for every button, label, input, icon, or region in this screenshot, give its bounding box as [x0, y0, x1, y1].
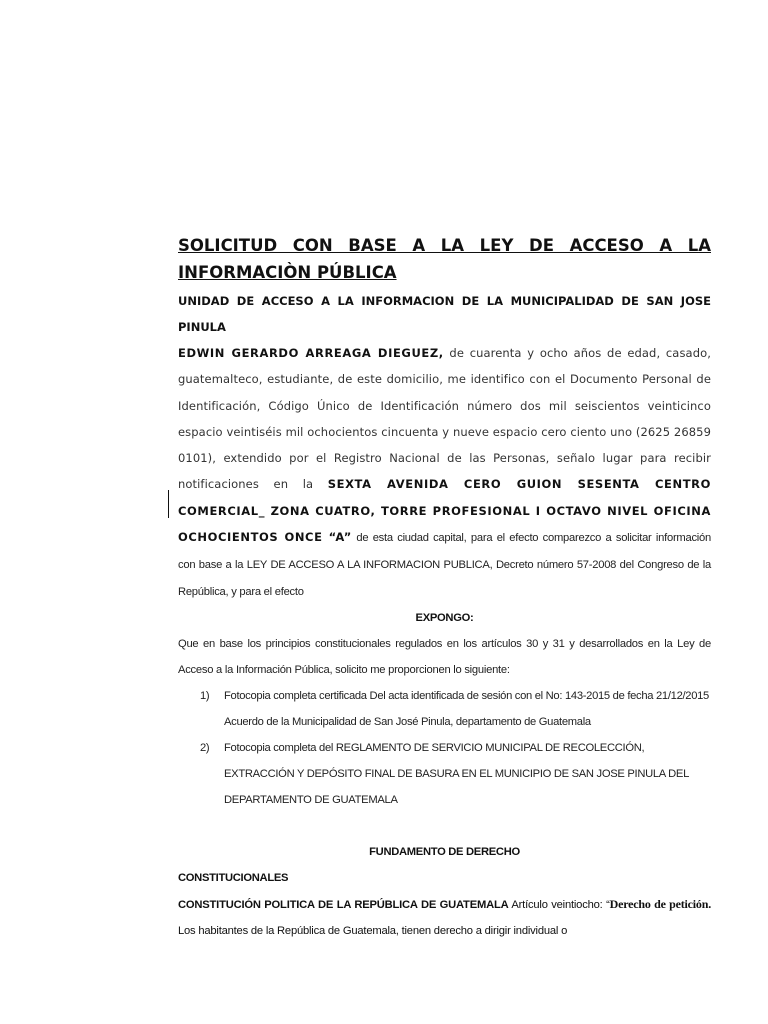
- intro-text-2: de esta ciudad capital, para el efecto comparezco a solicitar información con base a la LEY DE ACCESO A LA INFORMACION PUBLICA, Decreto número 57-2008 del Congreso de la República, y para el efecto: [178, 532, 711, 599]
- list-item-number: 2): [200, 742, 210, 755]
- body-paragraph: Que en base los principios constitucionales regulados en los artículos 30 y 31 y desarrollados en la Ley de Acceso a la Información Pública, solicito me proporcionen lo siguiente:: [178, 638, 711, 677]
- constitucionales-heading: CONSTITUCIONALES: [178, 872, 289, 885]
- document-title: [178, 232, 711, 286]
- notification-address: SEXTA AVENIDA CERO GUION SESENTA CENTRO COMERCIAL_ ZONA CUATRO, TORRE PROFESIONAL I OCTAVO NIVEL OFICINA OCHOCIENTOS ONCE “A”: [178, 477, 711, 545]
- text-cursor: [168, 490, 169, 518]
- request-list: [178, 683, 711, 813]
- title-line-2: INFORMACIÒN PÚBLICA: [178, 263, 397, 282]
- intro-paragraph: [178, 340, 711, 605]
- list-item: [178, 683, 711, 735]
- constitucion-paragraph: [178, 891, 711, 944]
- intro-text-1: de cuarenta y ocho años de edad, casado, guatemalteco, estudiante, de este domicilio, me identifico con el Documento Personal de Identificación, Código Único de Identificación número dos mil seiscientos veinticinco espacio veintiséis mil ochocientos cincuenta y nueve espacio cero ciento uno (2625 26859 0101), extendido por el Registro Nacional de las Personas, señalo lugar para recibir notificaciones en la: [178, 346, 711, 492]
- derecho-peticion: Derecho de petición.: [609, 897, 711, 912]
- constitucion-name: CONSTITUCIÓN POLITICA DE LA REPÚBLICA DE GUATEMALA: [178, 899, 509, 912]
- recipient-unit: [178, 288, 711, 340]
- document-page: [178, 232, 711, 944]
- title-line-1: SOLICITUD CON BASE A LA LEY DE ACCESO A LA: [178, 236, 711, 255]
- list-item: [178, 735, 711, 813]
- fundamento-heading: FUNDAMENTO DE DERECHO: [369, 846, 520, 859]
- list-item-number: 1): [200, 690, 210, 703]
- constitucion-text-1: Artículo veintiocho: “: [508, 899, 610, 912]
- spacer: [178, 813, 711, 839]
- expongo-heading: EXPONGO:: [415, 612, 474, 625]
- list-item-text: Fotocopia completa certificada Del acta identificada de sesión con el No: 143-2015 de fecha 21/12/2015 Acuerdo de la Municipalidad de San José Pinula, departamento de Guatemala: [224, 690, 709, 729]
- unit-line-2: PINULA: [178, 320, 226, 334]
- constitucion-text-2: Los habitantes de la República de Guatemala, tienen derecho a dirigir individual o: [178, 925, 568, 938]
- list-item-text: Fotocopia completa del REGLAMENTO DE SERVICIO MUNICIPAL DE RECOLECCIÓN, EXTRACCIÓN Y DEPÓSITO FINAL DE BASURA EN EL MUNICIPIO DE SAN JOSE PINULA DEL DEPARTAMENTO DE GUATEMALA: [224, 742, 689, 807]
- unit-line-1: UNIDAD DE ACCESO A LA INFORMACION DE LA MUNICIPALIDAD DE SAN JOSE: [178, 294, 711, 308]
- requester-name: EDWIN GERARDO ARREAGA DIEGUEZ,: [178, 346, 444, 360]
